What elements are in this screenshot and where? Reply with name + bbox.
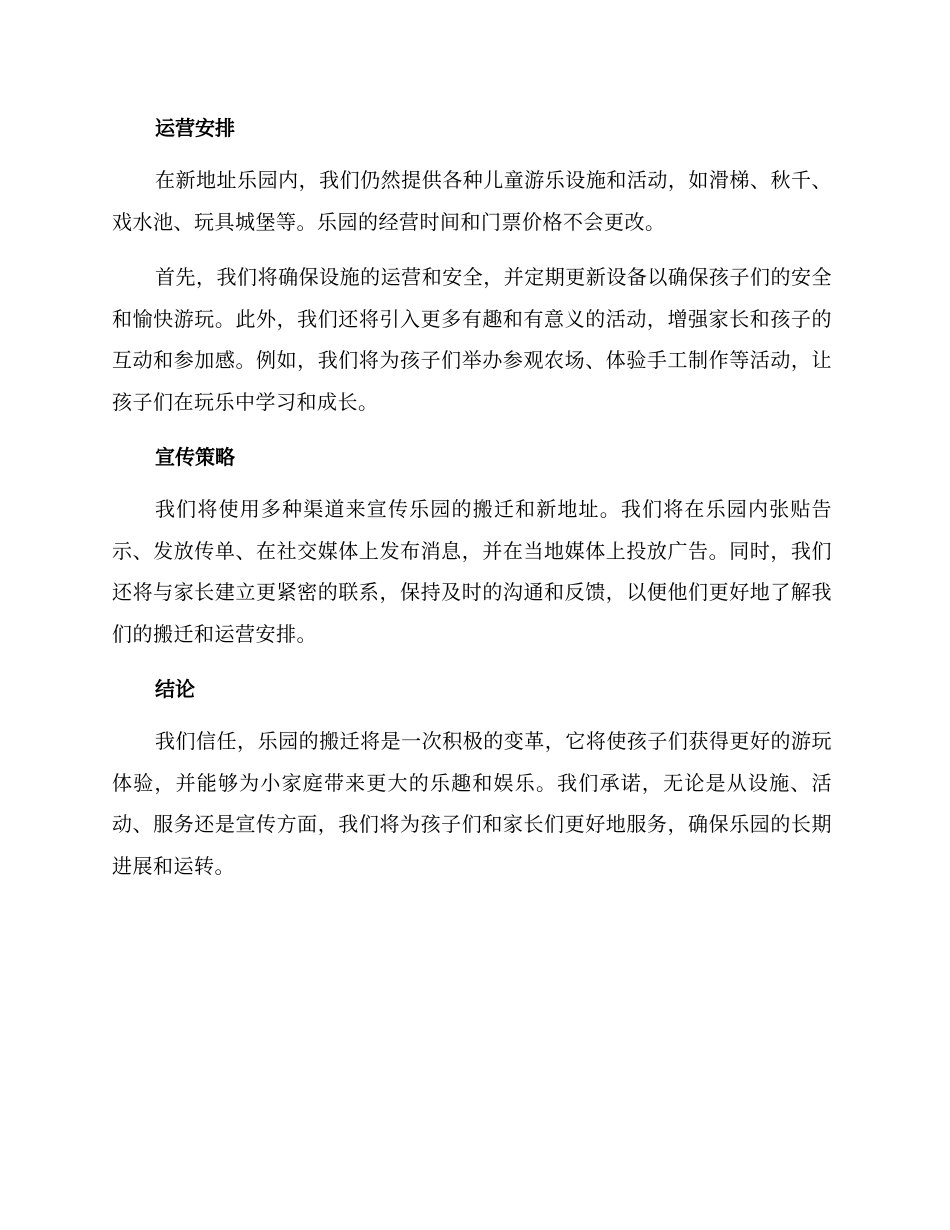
section-heading-conclusion: 结论 (155, 677, 195, 701)
document-page (112, 108, 832, 887)
paragraph: 在新地址乐园内，我们仍然提供各种儿童游乐设施和活动，如滑梯、秋千、戏水池、玩具城堡等。乐园的经营时间和门票价格不会更改。 (112, 168, 832, 234)
paragraph: 我们信任，乐园的搬迁将是一次积极的变革，它将使孩子们获得更好的游玩体验，并能够为小家庭带来更大的乐趣和娱乐。我们承诺，无论是从设施、活动、服务还是宣传方面，我们将为孩子们和家长们更好地服务，确保乐园的长期进展和运转。 (112, 729, 832, 878)
section-heading-promotion: 宣传策略 (155, 445, 235, 469)
paragraph: 我们将使用多种渠道来宣传乐园的搬迁和新地址。我们将在乐园内张贴告示、发放传单、在社交媒体上发布消息，并在当地媒体上投放广告。同时，我们还将与家长建立更紧密的联系，保持及时的沟通和反馈，以便他们更好地了解我们的搬迁和运营安排。 (112, 497, 832, 646)
paragraph: 首先，我们将确保设施的运营和安全，并定期更新设备以确保孩子们的安全和愉快游玩。此外，我们还将引入更多有趣和有意义的活动，增强家长和孩子的互动和参加感。例如，我们将为孩子们举办参观农场、体验手工制作等活动，让孩子们在玩乐中学习和成长。 (112, 265, 832, 414)
section-heading-operations: 运营安排 (155, 116, 235, 140)
